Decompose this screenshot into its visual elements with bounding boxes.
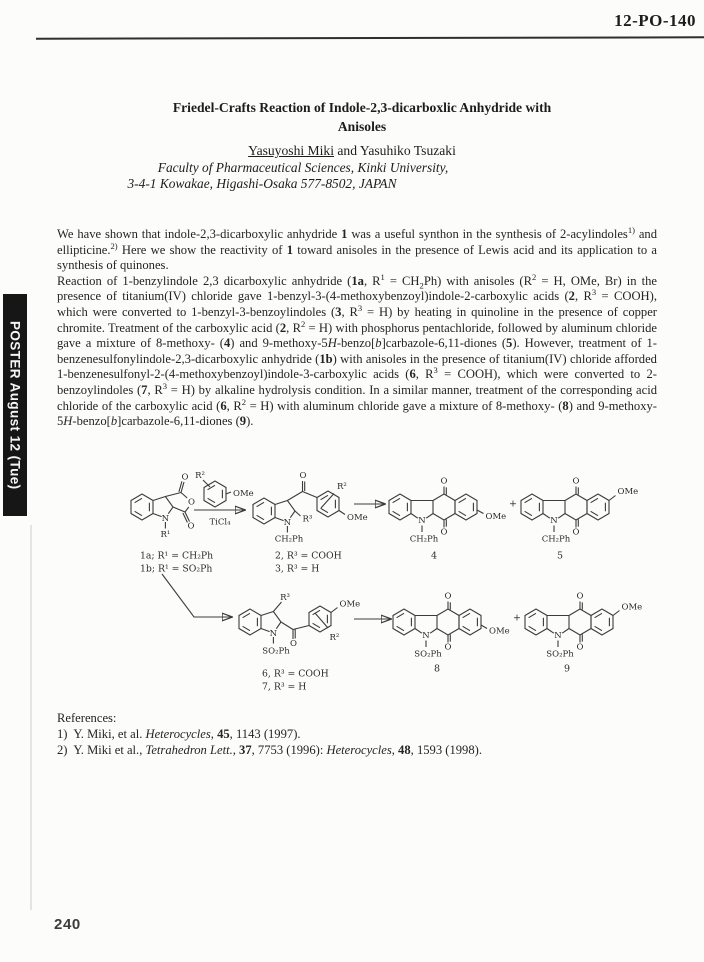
structure-5-benzocarbazoledione <box>521 477 638 562</box>
compound-label-3: 3, R³ = H <box>275 563 320 575</box>
reagent-anisole-arrow <box>194 471 254 528</box>
abstract-paragraph-1: We have shown that indole-2,3-dicarboxylic anhydride 1 was a useful synthon in the synthesis of 2-acylindoles$^{1)}$ and ellipticine.$^{2)}$ Here we show the reactivity of 1 toward anisoles in the presence of Lewis acid and its application to a synthesis of quinones. <box>57 224 658 273</box>
poster-code: 12-PO-140 <box>614 11 696 30</box>
n-atom: N <box>269 628 278 639</box>
ome-substituent: OMe <box>339 599 361 610</box>
page-number: 240 <box>54 916 81 933</box>
ome-substituent: OMe <box>233 489 254 499</box>
scan-gutter-shadow <box>30 525 32 910</box>
r3-substituent: R³ <box>280 593 290 603</box>
paper-title <box>10 98 704 136</box>
header-rule <box>36 36 704 39</box>
abstract-text <box>57 224 658 430</box>
o-atom: O <box>188 497 195 508</box>
branch-arrow <box>162 574 232 617</box>
ome-substituent: OMe <box>347 513 368 523</box>
affiliation-line-1: Faculty of Pharmaceutical Sciences, Kinki University, <box>157 160 449 175</box>
r2-substituent: R² <box>329 633 340 643</box>
structure-9-benzocarbazoledione <box>525 592 642 675</box>
reference-item: 1) Y. Miki, et al. Heterocycles, 45, 1143 (1997). <box>57 727 301 742</box>
o-atom: O <box>572 476 580 487</box>
o-atom: O <box>290 639 297 649</box>
o-atom: O <box>444 642 452 653</box>
n-atom: N <box>418 516 426 526</box>
title-line-2: Anisoles <box>337 119 387 134</box>
o-atom: O <box>572 527 580 538</box>
compound-label-1a: 1a; R¹ = CH₂Ph <box>140 550 214 562</box>
n-atom: N <box>550 516 558 526</box>
o-atom: O <box>299 471 307 481</box>
affiliation-line-2: 3-4-1 Kowakae, Higashi-Osaka 577-8502, JAPAN <box>127 176 397 191</box>
references-heading: References: <box>57 711 117 725</box>
compound-number-4: 4 <box>430 550 438 562</box>
plus-sign: + <box>513 612 521 624</box>
so2ph-substituent: SO₂Ph <box>546 649 574 660</box>
compound-label-7: 7, R³ = H <box>262 681 307 693</box>
structure-8-benzocarbazoledione <box>393 592 510 675</box>
structure-1-anhydride <box>131 473 213 575</box>
compound-label-6: 6, R³ = COOH <box>262 668 329 680</box>
r2-substituent: R² <box>195 471 205 481</box>
n-atom: N <box>161 513 170 524</box>
abstract-paragraph-2: Reaction of 1-benzylindole 2,3 dicarboxylic anhydride (1a, $R^1 = CH_2Ph$) with anisoles ($R^2 = H$, OMe, Br) in the presence of titanium(IV) chloride gave 1-benzyl-3-(4-methoxybenzoyl)indole-2-carboxylic acids (2, $R^3$ = COOH), which were converted to 1-benzyl-3-benzoylindoles (3, $R^3 = H$) by heating in quinoline in the presence of copper chromite. Treatment of the carboxylic acid (2, $R^2 = H$) with phosphorus pentachloride, followed by aluminum chloride gave a mixture of 8-methoxy- (4) and 9-methoxy-5H-benzo[b]carbazole-6,11-diones (5). However, treatment of 1-benzenesulfonylindole-2,3-dicarboxylic anhydride (1b) with anisoles in the presence of titanium(IV) chloride afforded 1-benzenesulfonyl-2-(4-methoxybenzoyl)indole-3-carboxylic acids (6, $R^3$ = COOH), which were converted to 2-benzoylindoles (7, $R^3 = H$) by alkaline hydrolysis condition. In a similar manner, treatment of the corresponding acid chloride of the carboxylic acid (6, $R^2 = H$) with aluminum chloride gave a mixture of 8-methoxy- (8) and 9-methoxy-5H-benzo[b]carbazole-6,11-diones (9). <box>57 271 658 429</box>
so2ph-substituent: SO₂Ph <box>414 649 442 660</box>
reaction-scheme <box>104 462 704 712</box>
ome-substituent: OMe <box>617 487 639 497</box>
plus-sign: + <box>509 498 517 510</box>
compound-label-1b: 1b; R¹ = SO₂Ph <box>140 563 213 575</box>
o-atom: O <box>181 472 189 483</box>
author-coauthor: Yasuhiko Tsuzaki <box>359 143 456 158</box>
structure-6-7-aroylindole <box>239 593 360 693</box>
o-atom: O <box>440 476 448 487</box>
ch2ph-substituent: CH₂Ph <box>409 534 439 545</box>
ch2ph-substituent: CH₂Ph <box>274 534 304 545</box>
o-atom: O <box>187 521 195 532</box>
ome-substituent: OMe <box>485 512 507 522</box>
author-connector: and <box>333 143 360 158</box>
o-atom: O <box>576 642 584 653</box>
ch2ph-substituent: CH₂Ph <box>541 534 571 545</box>
structure-2-3-aroylindole <box>253 471 368 575</box>
authors-line <box>0 143 704 159</box>
compound-number-8: 8 <box>433 663 441 675</box>
so2ph-substituent: SO₂Ph <box>262 646 290 657</box>
r3-substituent: R³ <box>302 514 313 525</box>
compound-label-2: 2, R³ = COOH <box>275 550 342 562</box>
o-atom: O <box>440 527 448 538</box>
reference-item: 2) Y. Miki et al., Tetrahedron Lett., 37, 7753 (1996): Heterocycles, 48, 1593 (1998). <box>57 743 482 758</box>
ome-substituent: OMe <box>489 626 510 637</box>
r2-substituent: R² <box>337 482 347 492</box>
references-section <box>57 710 677 759</box>
title-line-1: Friedel-Crafts Reaction of Indole-2,3-dicarboxlic Anhydride with <box>172 100 552 115</box>
r1-substituent: R¹ <box>160 530 171 540</box>
structure-4-benzocarbazoledione <box>389 477 506 562</box>
o-atom: O <box>444 591 452 602</box>
reagent-ticl4: TiCl₄ <box>209 517 231 528</box>
session-banner: POSTER August 12 (Tue) <box>3 294 27 516</box>
compound-number-5: 5 <box>556 550 564 562</box>
o-atom: O <box>576 591 584 602</box>
author-presenting: Yasuyoshi Miki <box>248 143 334 158</box>
ome-substituent: OMe <box>621 602 643 613</box>
compound-number-9: 9 <box>563 663 571 675</box>
n-atom: N <box>422 631 430 641</box>
n-atom: N <box>283 517 292 528</box>
n-atom: N <box>554 631 562 641</box>
